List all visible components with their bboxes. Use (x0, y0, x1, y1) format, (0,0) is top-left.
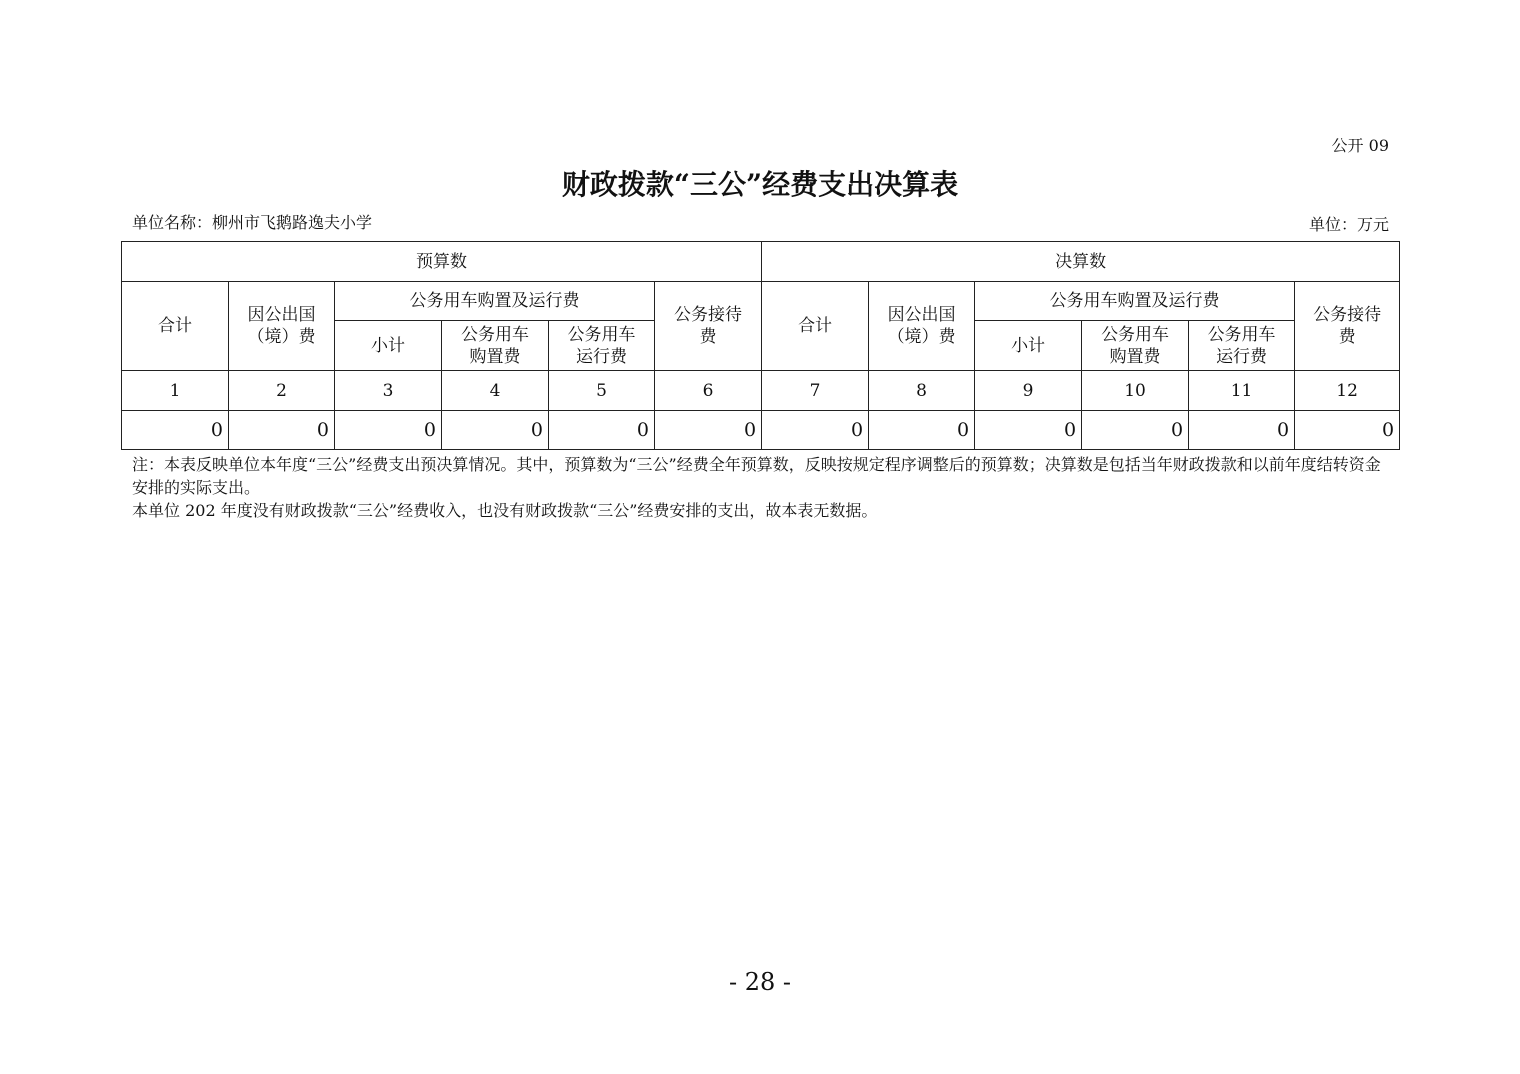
page-number: - 28 - (728, 968, 791, 996)
column-number: 11 (1189, 371, 1295, 411)
note-paragraph: 注：本表反映单位本年度“三公”经费支出预决算情况。其中，预算数为“三公”经费全年预算数，反映按规定程序调整后的预算数；决算数是包括当年财政拨款和以前年度结转资金安排的实际支出。 (132, 455, 1381, 497)
value-cell: 0 (1189, 411, 1295, 450)
column-number: 10 (1082, 371, 1189, 411)
value-cell: 0 (442, 411, 549, 450)
page-title: 财政拨款“三公”经费支出决算表 (561, 168, 959, 201)
column-number-row (122, 371, 1400, 411)
column-number: 7 (762, 371, 869, 411)
final-vehicle-header: 公务用车购置及运行费 (975, 282, 1295, 321)
note-paragraph: 本单位 202 年度没有财政拨款“三公”经费收入，也没有财政拨款“三公”经费安排的支出，故本表无数据。 (132, 501, 878, 520)
currency-unit: 单位：万元 (1308, 215, 1389, 234)
column-number: 8 (869, 371, 975, 411)
budget-vehicle-header: 公务用车购置及运行费 (335, 282, 655, 321)
table-notes (132, 453, 1394, 522)
final-group-header: 决算数 (762, 242, 1400, 282)
final-total-header: 合计 (762, 282, 869, 371)
value-cell: 0 (655, 411, 762, 450)
budget-reception-header: 公务接待 费 (655, 282, 762, 371)
final-purchase-header: 公务用车 购置费 (1082, 321, 1189, 371)
value-cell: 0 (122, 411, 229, 450)
budget-group-header: 预算数 (122, 242, 762, 282)
budget-operation-header: 公务用车 运行费 (549, 321, 655, 371)
value-cell: 0 (1295, 411, 1400, 450)
expense-table (121, 241, 1400, 450)
value-cell: 0 (1082, 411, 1189, 450)
budget-purchase-header: 公务用车 购置费 (442, 321, 549, 371)
value-row (122, 411, 1400, 450)
final-reception-header: 公务接待 费 (1295, 282, 1400, 371)
value-cell: 0 (762, 411, 869, 450)
value-cell: 0 (869, 411, 975, 450)
budget-total-header: 合计 (122, 282, 229, 371)
final-subtotal-header: 小计 (975, 321, 1082, 371)
column-number: 4 (442, 371, 549, 411)
column-number: 12 (1295, 371, 1400, 411)
column-number: 5 (549, 371, 655, 411)
column-number: 2 (229, 371, 335, 411)
final-abroad-header: 因公出国 （境）费 (869, 282, 975, 371)
unit-name: 单位名称：柳州市飞鹅路逸夫小学 (132, 213, 373, 232)
document-code: 公开 09 (1331, 136, 1389, 155)
budget-subtotal-header: 小计 (335, 321, 442, 371)
budget-abroad-header: 因公出国 （境）费 (229, 282, 335, 371)
value-cell: 0 (975, 411, 1082, 450)
value-cell: 0 (549, 411, 655, 450)
final-operation-header: 公务用车 运行费 (1189, 321, 1295, 371)
column-number: 9 (975, 371, 1082, 411)
value-cell: 0 (229, 411, 335, 450)
value-cell: 0 (335, 411, 442, 450)
column-number: 6 (655, 371, 762, 411)
column-number: 1 (122, 371, 229, 411)
column-number: 3 (335, 371, 442, 411)
